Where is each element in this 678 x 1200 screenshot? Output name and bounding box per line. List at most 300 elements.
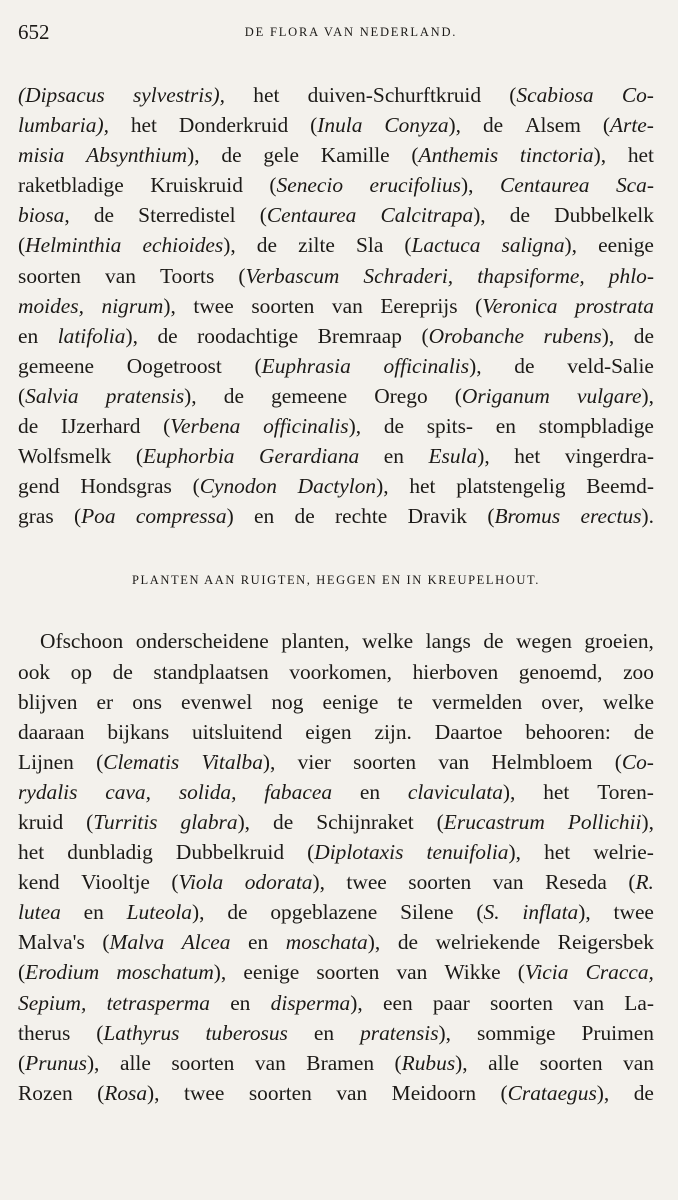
word — [18, 321, 38, 351]
roman-text: welriekende — [435, 930, 541, 955]
roman-text: ( — [475, 293, 483, 318]
italic-text: solida, — [178, 779, 237, 804]
text-line — [18, 897, 654, 927]
word — [634, 1078, 654, 1108]
roman-text: de — [112, 659, 133, 684]
italic-text: Euphrasia — [261, 353, 351, 378]
roman-text: alle — [119, 1050, 151, 1075]
word — [543, 777, 569, 807]
roman-text: en — [18, 323, 39, 348]
word — [409, 471, 435, 501]
roman-text: ), — [262, 749, 276, 774]
word — [436, 927, 541, 957]
roman-text: de — [227, 900, 248, 925]
word — [370, 170, 474, 200]
word — [255, 1048, 286, 1078]
word — [316, 807, 413, 837]
word — [18, 80, 105, 110]
italic-text: disperma — [270, 990, 351, 1015]
roman-text: Toren- — [597, 779, 654, 804]
italic-text: Co- — [621, 749, 654, 774]
roman-text: kruid — [18, 809, 64, 834]
word — [260, 200, 357, 230]
word — [295, 501, 315, 531]
roman-text: en — [495, 414, 516, 439]
roman-text: IJzerhard — [60, 414, 141, 439]
word — [444, 957, 500, 987]
roman-text: er — [96, 689, 114, 714]
word — [181, 687, 252, 717]
word — [573, 988, 604, 1018]
word — [263, 140, 299, 170]
word — [80, 471, 172, 501]
word — [456, 471, 565, 501]
word — [163, 411, 240, 441]
roman-text: dunbladig — [67, 840, 153, 865]
word — [298, 230, 335, 260]
roman-text: uitsluitend — [192, 719, 283, 744]
roman-text: voorkomen, — [289, 659, 393, 684]
italic-text: Sepium, — [18, 990, 87, 1015]
word — [634, 321, 654, 351]
roman-text: soorten — [18, 263, 81, 288]
roman-text: ( — [269, 173, 277, 198]
roman-text: van — [105, 263, 136, 288]
roman-text: zoo — [623, 659, 654, 684]
roman-text: de — [397, 930, 419, 955]
text-line — [18, 687, 654, 717]
roman-text: de — [514, 353, 535, 378]
roman-text: het — [544, 840, 571, 865]
text-line — [18, 927, 654, 957]
text-line — [18, 200, 654, 230]
roman-text: ( — [102, 930, 110, 955]
roman-text: Schijnraket — [316, 809, 414, 834]
roman-text: veld-Salie — [567, 353, 654, 378]
roman-text: ), — [438, 1020, 452, 1045]
word — [197, 321, 298, 351]
word — [567, 351, 654, 381]
roman-text: het — [627, 143, 654, 168]
word — [518, 957, 569, 987]
italic-text: Viola — [178, 870, 224, 895]
word — [176, 837, 284, 867]
word — [603, 687, 654, 717]
italic-text: Arte- — [609, 113, 654, 138]
text-line — [18, 807, 654, 837]
italic-text: Rubus — [401, 1050, 456, 1075]
word — [171, 1048, 234, 1078]
roman-text: het — [18, 840, 45, 865]
italic-text: lutea — [18, 900, 61, 925]
word — [116, 957, 226, 987]
roman-text: Reigersbek — [557, 930, 654, 955]
word — [127, 351, 222, 381]
italic-text: Lactuca — [411, 233, 481, 258]
roman-text: ), — [213, 960, 227, 985]
roman-text: de — [93, 203, 115, 228]
roman-text: ), — [461, 173, 474, 198]
word — [411, 140, 498, 170]
page-number: 652 — [18, 20, 50, 44]
word — [584, 626, 654, 656]
word — [392, 1078, 476, 1108]
roman-text: ( — [517, 960, 525, 985]
italic-text: Vicia — [524, 960, 569, 985]
word — [74, 501, 116, 531]
word — [310, 110, 362, 140]
roman-text: vermelden — [431, 689, 523, 714]
roman-text: en — [230, 990, 251, 1015]
italic-text: Orobanche — [428, 323, 525, 348]
roman-text: welrie- — [593, 840, 654, 865]
word — [374, 381, 427, 411]
word — [455, 381, 550, 411]
italic-text: tinctoria — [519, 143, 594, 168]
word — [586, 957, 654, 987]
italic-text: Origanum — [461, 383, 550, 408]
roman-text: stompbladige — [538, 414, 654, 439]
text-line — [18, 381, 654, 411]
italic-text: Scabiosa — [516, 83, 594, 107]
word — [40, 626, 123, 656]
word — [597, 777, 654, 807]
roman-text: ( — [436, 809, 444, 834]
word — [18, 837, 44, 867]
word — [413, 657, 499, 687]
word — [624, 988, 654, 1018]
roman-text: genoemd, — [518, 659, 603, 684]
roman-text: ( — [86, 809, 94, 834]
italic-text: Cynodon — [199, 474, 277, 499]
roman-text: Daartoe — [434, 719, 503, 744]
word — [107, 988, 210, 1018]
word — [581, 501, 654, 531]
roman-text: gras — [18, 504, 54, 529]
word — [18, 471, 60, 501]
word — [18, 927, 85, 957]
roman-text: Viooltje — [81, 870, 150, 895]
word — [264, 777, 332, 807]
roman-text: een — [382, 990, 413, 1015]
paragraph-dipsacus — [18, 80, 654, 531]
roman-text: van — [254, 1050, 286, 1075]
word — [623, 657, 654, 687]
word — [586, 471, 654, 501]
roman-text: Helmbloem — [491, 749, 593, 774]
text-line — [18, 501, 654, 531]
roman-text: de — [157, 323, 178, 348]
word — [18, 230, 121, 260]
word — [427, 411, 473, 441]
text-line — [18, 471, 654, 501]
roman-text: Wikke — [444, 960, 501, 985]
roman-text: de — [483, 629, 504, 654]
word — [181, 807, 251, 837]
text-line — [18, 747, 654, 777]
italic-text: Anthemis — [418, 143, 499, 168]
italic-text: sylvestris), — [132, 83, 226, 107]
roman-text: langs — [425, 629, 471, 654]
roman-text: van — [438, 749, 470, 774]
roman-text: de — [273, 809, 294, 834]
word — [435, 717, 503, 747]
word — [577, 381, 654, 411]
roman-text: wegen — [516, 629, 572, 654]
word — [488, 1048, 519, 1078]
word — [525, 110, 581, 140]
word — [321, 140, 390, 170]
word — [356, 230, 383, 260]
roman-text: ( — [18, 960, 26, 985]
word — [251, 291, 314, 321]
italic-text: pratensis — [360, 1020, 439, 1045]
roman-text: gele — [263, 143, 299, 168]
roman-text: over, — [541, 689, 584, 714]
italic-text: moschata — [285, 930, 368, 955]
word — [153, 657, 268, 687]
text-line — [18, 626, 654, 656]
roman-text: Kamille — [320, 143, 390, 168]
roman-text: en — [313, 1020, 335, 1045]
word — [84, 897, 104, 927]
text-line — [18, 1018, 654, 1048]
roman-text: ), — [184, 383, 197, 408]
roman-text: eenige — [598, 233, 654, 258]
word — [544, 837, 570, 867]
word — [160, 261, 214, 291]
roman-text: Malva's — [18, 930, 85, 955]
word — [81, 867, 150, 897]
word — [102, 927, 164, 957]
italic-text: officinalis — [263, 414, 349, 439]
roman-text: groeien, — [584, 629, 654, 654]
word — [106, 381, 197, 411]
roman-text: te — [397, 689, 413, 714]
roman-text: ), — [564, 233, 578, 258]
roman-text: ( — [192, 474, 200, 499]
word — [127, 897, 205, 927]
text-line — [18, 867, 654, 897]
roman-text: en — [359, 779, 381, 804]
italic-text: erucifolius — [369, 173, 461, 198]
word — [120, 1048, 151, 1078]
italic-text: Bromus — [494, 504, 561, 529]
word — [475, 291, 557, 321]
word — [238, 261, 339, 291]
word — [205, 1018, 287, 1048]
roman-text: ( — [614, 749, 622, 774]
word — [384, 110, 461, 140]
italic-text: Vitalba — [201, 749, 263, 774]
roman-text: en — [383, 444, 404, 469]
italic-text: Centaurea — [266, 203, 357, 228]
text-line — [18, 988, 654, 1018]
word — [491, 747, 592, 777]
word — [384, 441, 404, 471]
word — [622, 80, 654, 110]
roman-text: nog — [271, 689, 304, 714]
italic-text: nigrum — [101, 293, 164, 318]
italic-text: Senecio — [276, 173, 344, 198]
roman-text: roodachtige — [197, 323, 299, 348]
text-line — [18, 717, 654, 747]
word — [307, 837, 403, 867]
italic-text: Rosa — [104, 1080, 148, 1105]
word — [18, 717, 85, 747]
roman-text: zijn. — [374, 719, 412, 744]
roman-text: het — [514, 444, 541, 469]
roman-text: Donderkruid — [178, 113, 289, 138]
word — [323, 687, 379, 717]
italic-text: cava, — [105, 779, 151, 804]
roman-text: ), — [350, 990, 363, 1015]
roman-text: raketbladige — [18, 173, 124, 198]
word — [131, 110, 157, 140]
roman-text: ( — [259, 203, 267, 228]
italic-text: Helminthia — [25, 233, 122, 258]
word — [273, 807, 293, 837]
italic-text: S. — [483, 900, 500, 925]
word — [335, 501, 387, 531]
word — [271, 988, 363, 1018]
word — [286, 927, 380, 957]
word — [97, 687, 114, 717]
word — [398, 927, 418, 957]
roman-text: gend — [18, 474, 60, 499]
word — [500, 170, 590, 200]
word — [18, 381, 79, 411]
word — [18, 807, 63, 837]
word — [18, 1078, 73, 1108]
italic-text: moides, — [18, 293, 84, 318]
paragraph-ruigten — [18, 626, 654, 1108]
roman-text: ( — [476, 900, 484, 925]
roman-text: ( — [602, 113, 610, 138]
roman-text: twee — [346, 870, 387, 895]
roman-text: Sterredistel — [138, 203, 236, 228]
word — [554, 200, 654, 230]
word — [628, 867, 654, 897]
text-line — [18, 261, 654, 291]
italic-text: rubens — [543, 323, 602, 348]
text-line — [18, 80, 654, 110]
word — [61, 411, 141, 441]
book-page — [18, 20, 654, 1108]
italic-text: moschatum — [116, 960, 214, 985]
word — [314, 1018, 334, 1048]
italic-text: vulgare — [576, 383, 642, 408]
word — [541, 687, 584, 717]
roman-text: ), — [376, 474, 389, 499]
roman-text: vier — [297, 749, 331, 774]
roman-text: Bramen — [306, 1050, 375, 1075]
word — [132, 687, 162, 717]
roman-text: Wolfsmelk — [18, 444, 112, 469]
italic-text: officinalis — [383, 353, 470, 378]
word — [263, 411, 361, 441]
word — [336, 1078, 367, 1108]
text-line — [18, 957, 654, 987]
word — [18, 441, 111, 471]
roman-text: van — [573, 990, 605, 1015]
roman-text: ), — [448, 113, 462, 138]
roman-text: La- — [624, 990, 654, 1015]
roman-text: de — [18, 414, 39, 439]
italic-text: Cracca, — [585, 960, 654, 985]
italic-text: Dactylon — [297, 474, 377, 499]
word — [581, 1018, 654, 1048]
word — [193, 291, 233, 321]
word — [113, 657, 133, 687]
word — [138, 200, 235, 230]
roman-text: gemeene — [18, 353, 95, 378]
roman-text: ( — [97, 1080, 105, 1105]
word — [18, 897, 61, 927]
roman-text: eenige — [322, 689, 379, 714]
word — [255, 351, 351, 381]
word — [346, 867, 386, 897]
roman-text: ( — [307, 840, 315, 865]
roman-text: vingerdra- — [564, 444, 654, 469]
roman-text: ), — [469, 353, 482, 378]
roman-text: van — [396, 960, 428, 985]
word — [483, 626, 503, 656]
italic-text: Lathyrus — [103, 1020, 180, 1045]
word — [227, 897, 247, 927]
text-line — [18, 411, 654, 441]
word — [353, 747, 416, 777]
roman-text: onderscheidene — [135, 629, 269, 654]
word — [96, 1018, 179, 1048]
text-line — [18, 441, 654, 471]
word — [510, 200, 530, 230]
roman-text: ), — [601, 323, 615, 348]
running-title: DE FLORA VAN NEDERLAND. — [244, 25, 458, 39]
word — [308, 80, 481, 110]
word — [395, 1048, 468, 1078]
roman-text: de — [221, 143, 242, 168]
italic-text: Alcea — [181, 930, 231, 955]
italic-text: Euphorbia — [142, 444, 235, 469]
roman-text: Bremraap — [317, 323, 402, 348]
roman-text: ( — [394, 1050, 402, 1075]
page-header — [18, 20, 654, 48]
roman-text: soorten — [248, 1080, 312, 1105]
roman-text: eigen — [305, 719, 352, 744]
roman-text: Beemd- — [586, 474, 654, 499]
italic-text: latifolia — [57, 323, 126, 348]
italic-text: Sca- — [615, 173, 654, 198]
word — [609, 261, 654, 291]
roman-text: kend — [18, 870, 60, 895]
word — [332, 291, 363, 321]
word — [18, 777, 77, 807]
word — [426, 626, 471, 656]
word — [568, 807, 654, 837]
word — [18, 110, 109, 140]
word — [150, 170, 243, 200]
text-line — [18, 291, 654, 321]
italic-text: odorata — [244, 870, 313, 895]
word — [18, 988, 86, 1018]
word — [397, 687, 412, 717]
word — [502, 230, 577, 260]
roman-text: Rozen — [18, 1080, 73, 1105]
word — [142, 230, 235, 260]
italic-text: phlo- — [608, 263, 654, 288]
word — [540, 1048, 603, 1078]
